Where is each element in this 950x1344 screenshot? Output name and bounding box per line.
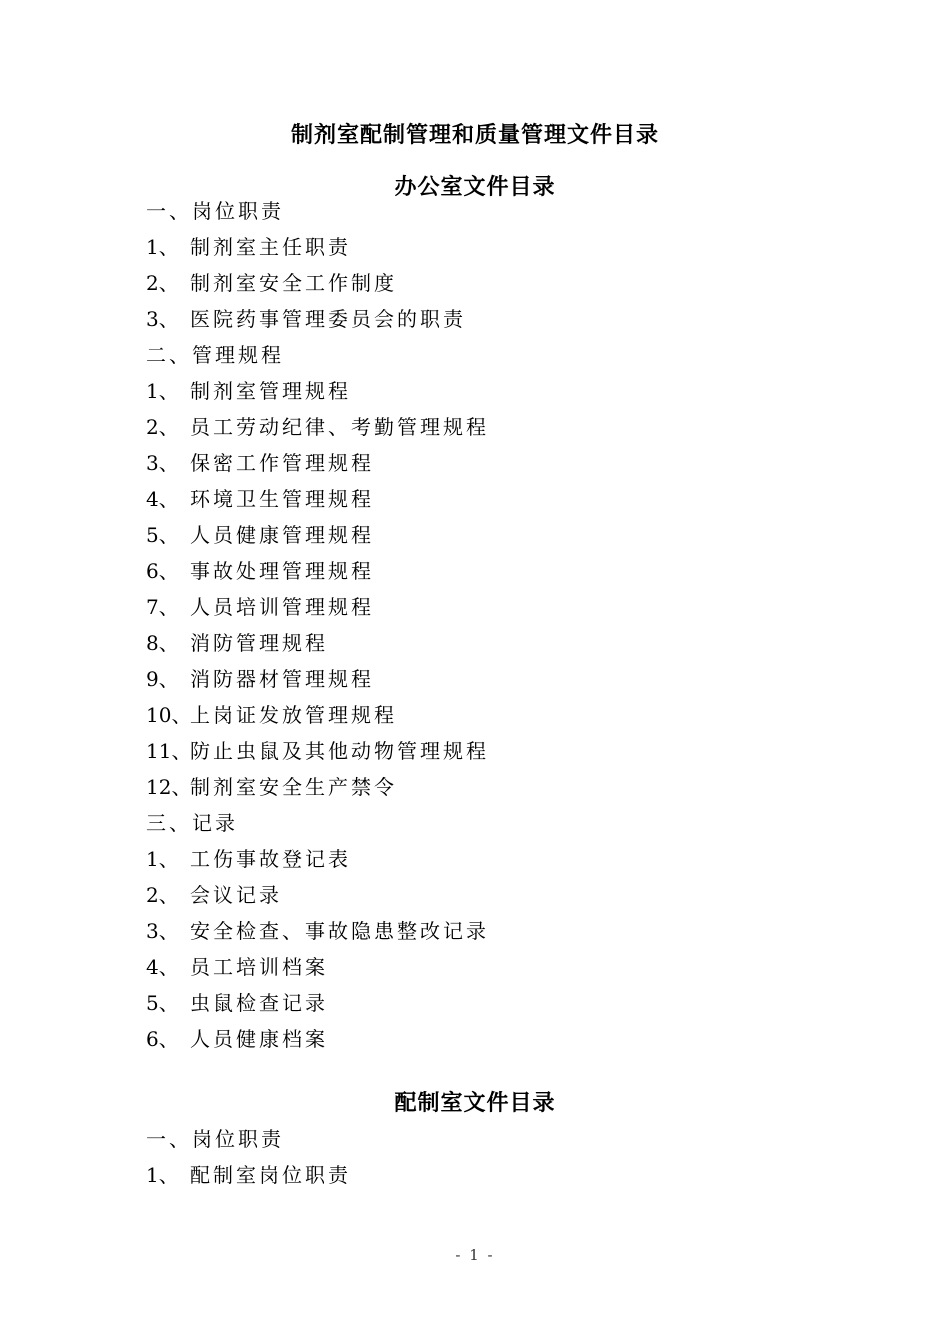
item-number: 1、 bbox=[146, 1163, 179, 1187]
list-item bbox=[146, 484, 489, 520]
list-item bbox=[146, 1024, 489, 1060]
item-text: 一、岗位职责 bbox=[146, 1127, 284, 1151]
category-heading bbox=[146, 1124, 351, 1160]
item-number: 3、 bbox=[146, 307, 179, 331]
list-item bbox=[146, 232, 489, 268]
category-heading bbox=[146, 340, 489, 376]
item-text: 制剂室管理规程 bbox=[190, 379, 351, 403]
item-number: 2、 bbox=[146, 883, 179, 907]
item-number: 2、 bbox=[146, 415, 179, 439]
item-text: 人员培训管理规程 bbox=[190, 595, 374, 619]
item-number: 1、 bbox=[146, 379, 179, 403]
office-file-list bbox=[146, 196, 489, 1060]
item-text: 保密工作管理规程 bbox=[190, 451, 374, 475]
category-heading bbox=[146, 808, 489, 844]
item-text: 医院药事管理委员会的职责 bbox=[190, 307, 466, 331]
item-number: 9、 bbox=[146, 667, 179, 691]
section-title-preparation: 配制室文件目录 bbox=[394, 1090, 556, 1116]
item-text: 制剂室安全工作制度 bbox=[190, 271, 397, 295]
item-text: 工伤事故登记表 bbox=[190, 847, 351, 871]
list-item bbox=[146, 880, 489, 916]
item-text: 消防器材管理规程 bbox=[190, 667, 374, 691]
item-text: 环境卫生管理规程 bbox=[190, 487, 374, 511]
item-number: 12、 bbox=[146, 775, 192, 799]
item-text: 制剂室主任职责 bbox=[190, 235, 351, 259]
list-item bbox=[146, 520, 489, 556]
preparation-file-list bbox=[146, 1124, 351, 1196]
section-title-office: 办公室文件目录 bbox=[394, 174, 556, 200]
item-number: 5、 bbox=[146, 523, 179, 547]
item-text: 制剂室安全生产禁令 bbox=[190, 775, 397, 799]
item-text: 安全检查、事故隐患整改记录 bbox=[190, 919, 489, 943]
item-text: 上岗证发放管理规程 bbox=[190, 703, 397, 727]
list-item bbox=[146, 772, 489, 808]
list-item bbox=[146, 412, 489, 448]
list-item bbox=[146, 556, 489, 592]
item-number: 4、 bbox=[146, 955, 179, 979]
list-item bbox=[146, 736, 489, 772]
item-number: 5、 bbox=[146, 991, 179, 1015]
item-text: 防止虫鼠及其他动物管理规程 bbox=[190, 739, 489, 763]
list-item bbox=[146, 844, 489, 880]
item-number: 3、 bbox=[146, 919, 179, 943]
item-number: 6、 bbox=[146, 559, 179, 583]
list-item bbox=[146, 916, 489, 952]
item-text: 人员健康档案 bbox=[190, 1027, 328, 1051]
item-number: 6、 bbox=[146, 1027, 179, 1051]
list-item bbox=[146, 304, 489, 340]
item-number: 11、 bbox=[146, 739, 192, 763]
category-heading bbox=[146, 196, 489, 232]
list-item bbox=[146, 376, 489, 412]
list-item bbox=[146, 664, 489, 700]
list-item bbox=[146, 952, 489, 988]
item-number: 7、 bbox=[146, 595, 179, 619]
list-item bbox=[146, 448, 489, 484]
item-text: 事故处理管理规程 bbox=[190, 559, 374, 583]
list-item bbox=[146, 592, 489, 628]
item-text: 配制室岗位职责 bbox=[190, 1163, 351, 1187]
item-number: 10、 bbox=[146, 703, 192, 727]
item-number: 1、 bbox=[146, 847, 179, 871]
item-text: 二、管理规程 bbox=[146, 343, 284, 367]
item-text: 人员健康管理规程 bbox=[190, 523, 374, 547]
item-number: 2、 bbox=[146, 271, 179, 295]
item-text: 三、记录 bbox=[146, 811, 238, 835]
list-item bbox=[146, 1160, 351, 1196]
item-number: 3、 bbox=[146, 451, 179, 475]
item-text: 消防管理规程 bbox=[190, 631, 328, 655]
item-text: 员工劳动纪律、考勤管理规程 bbox=[190, 415, 489, 439]
list-item bbox=[146, 628, 489, 664]
item-number: 4、 bbox=[146, 487, 179, 511]
page-number: - 1 - bbox=[455, 1246, 495, 1264]
item-text: 虫鼠检查记录 bbox=[190, 991, 328, 1015]
document-title: 制剂室配制管理和质量管理文件目录 bbox=[290, 122, 659, 148]
item-text: 员工培训档案 bbox=[190, 955, 328, 979]
item-number: 8、 bbox=[146, 631, 179, 655]
list-item bbox=[146, 700, 489, 736]
list-item bbox=[146, 268, 489, 304]
item-text: 会议记录 bbox=[190, 883, 282, 907]
item-number: 1、 bbox=[146, 235, 179, 259]
item-text: 一、岗位职责 bbox=[146, 199, 284, 223]
list-item bbox=[146, 988, 489, 1024]
